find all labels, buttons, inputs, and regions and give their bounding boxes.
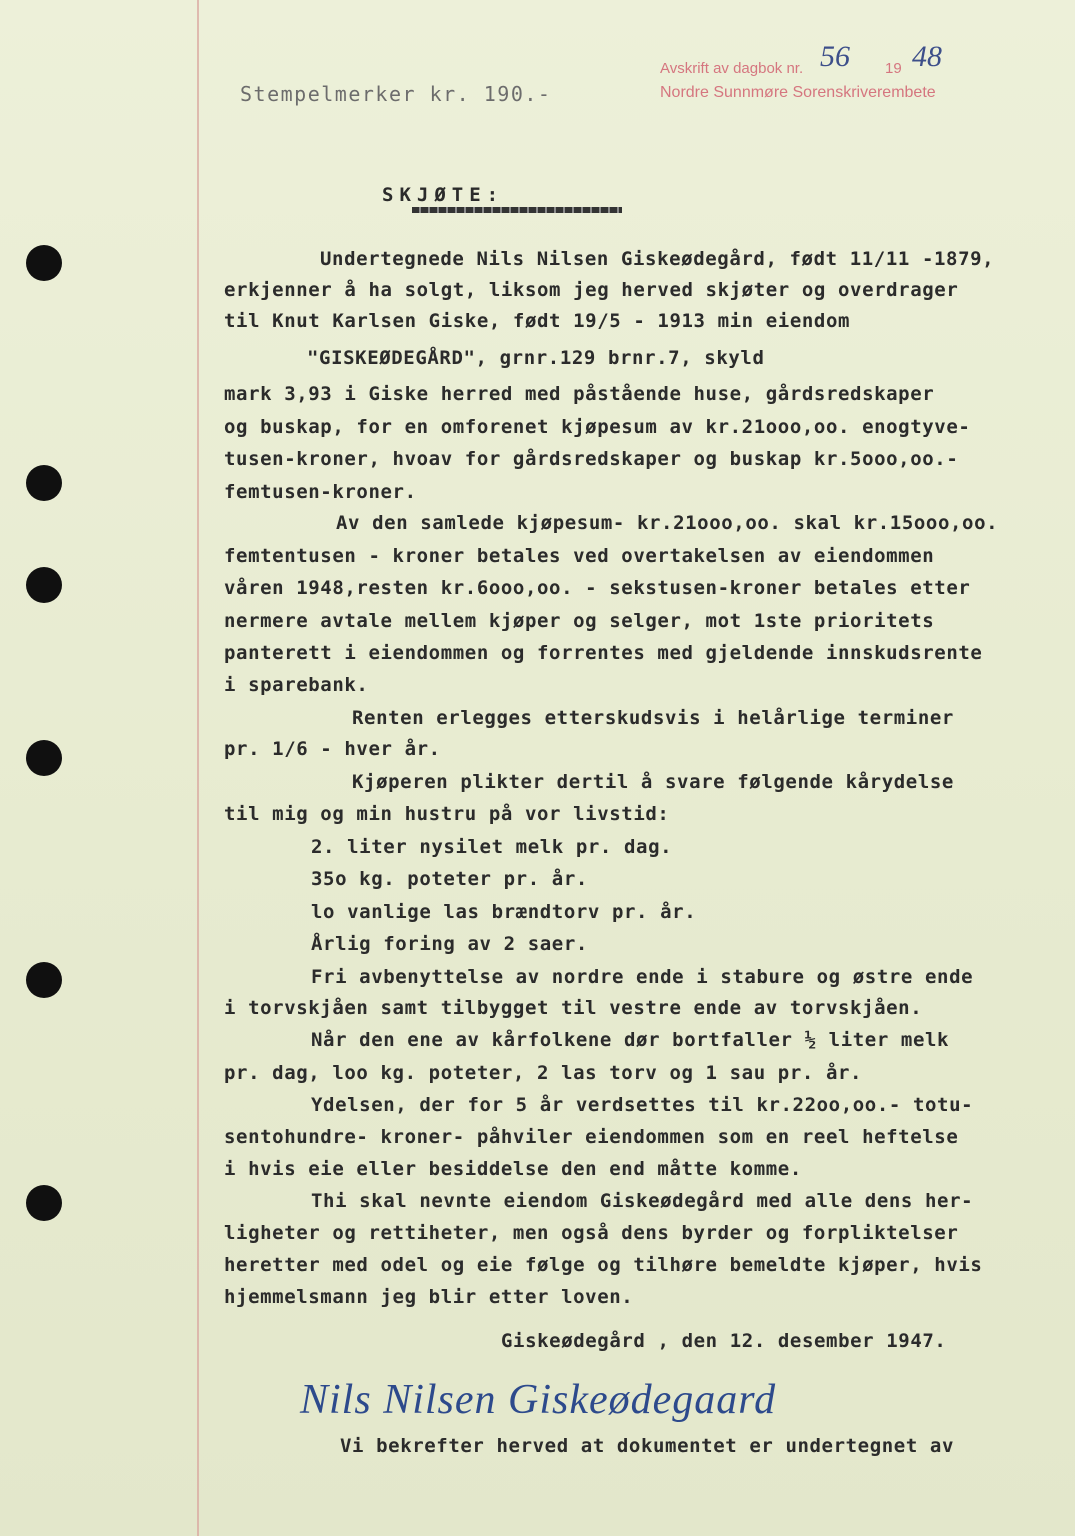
- body-line: i hvis eie eller besiddelse den end måtte komme.: [224, 1158, 802, 1180]
- register-year-prefix: 19: [885, 60, 902, 77]
- body-line: Fri avbenyttelse av nordre ende i stabure og østre ende: [311, 966, 974, 988]
- handwritten-signature: Nils Nilsen Giskeødegaard: [300, 1377, 777, 1423]
- body-line: Når den ene av kårfolkene dør bortfaller ½ liter melk: [311, 1029, 950, 1051]
- body-line: Årlig foring av 2 saer.: [311, 933, 588, 955]
- body-line: Undertegnede Nils Nilsen Giskeødegård, født 11/11 -1879,: [320, 248, 995, 270]
- body-line: i sparebank.: [224, 674, 369, 696]
- punch-hole: [26, 1185, 62, 1221]
- body-line: femtusen-kroner.: [224, 481, 417, 503]
- body-line: mark 3,93 i Giske herred med påstående huse, gårdsredskaper: [224, 383, 935, 405]
- body-line: sentohundre- kroner- påhviler eiendommen som en reel heftelse: [224, 1126, 959, 1148]
- body-line: Av den samlede kjøpesum- kr.21ooo,oo. skal kr.15ooo,oo.: [336, 512, 999, 534]
- punch-hole: [26, 567, 62, 603]
- document-title: SKJØTE:: [382, 184, 505, 206]
- punch-hole: [26, 245, 62, 281]
- body-line: heretter med odel og eie følge og tilhøre bemeldte kjøper, hvis: [224, 1254, 983, 1276]
- punch-hole: [26, 740, 62, 776]
- body-line: Thi skal nevnte eiendom Giskeødegård med alle dens her-: [311, 1190, 974, 1212]
- body-line: og buskap, for en omforenet kjøpesum av kr.21ooo,oo. enogtyve-: [224, 416, 971, 438]
- body-line: nermere avtale mellem kjøper og selger, mot 1ste prioritets: [224, 610, 935, 632]
- body-line: lo vanlige las brændtorv pr. år.: [311, 901, 697, 923]
- body-line: hjemmelsmann jeg blir etter loven.: [224, 1286, 634, 1308]
- punch-hole: [26, 962, 62, 998]
- red-margin-line: [197, 0, 199, 1536]
- stamp-duty-note: Stempelmerker kr. 190.-: [240, 82, 552, 106]
- body-line: ligheter og rettiheter, men også dens byrder og forpliktelser: [224, 1222, 959, 1244]
- register-stamp-label: Avskrift av dagbok nr.: [660, 60, 804, 77]
- body-line: Ydelsen, der for 5 år verdsettes til kr.22oo,oo.- totu-: [311, 1094, 974, 1116]
- register-year-suffix: 48: [912, 40, 942, 73]
- place-date-line: Giskeødegård , den 12. desember 1947.: [501, 1330, 947, 1352]
- body-line: pr. 1/6 - hver år.: [224, 738, 441, 760]
- body-line: panterett i eiendommen og forrentes med gjeldende innskudsrente: [224, 642, 983, 664]
- body-line: tusen-kroner, hvoav for gårdsredskaper og buskap kr.5ooo,oo.-: [224, 448, 959, 470]
- body-line: til Knut Karlsen Giske, født 19/5 - 1913 min eiendom: [224, 310, 851, 332]
- body-line: i torvskjåen samt tilbygget til vestre ende av torvskjåen.: [224, 997, 923, 1019]
- title-underline: [412, 207, 622, 213]
- body-line: "GISKEØDEGÅRD", grnr.129 brnr.7, skyld: [307, 347, 765, 369]
- body-line: til mig og min hustru på vor livstid:: [224, 803, 670, 825]
- body-line: pr. dag, loo kg. poteter, 2 las torv og 1 sau pr. år.: [224, 1062, 863, 1084]
- body-line: femtentusen - kroner betales ved overtakelsen av eiendommen: [224, 545, 935, 567]
- body-line: 35o kg. poteter pr. år.: [311, 868, 588, 890]
- register-number: 56: [820, 40, 850, 73]
- body-line: 2. liter nysilet melk pr. dag.: [311, 836, 673, 858]
- body-line: Renten erlegges etterskudsvis i helårlige terminer: [352, 707, 954, 729]
- body-line: våren 1948,resten kr.6ooo,oo. - sekstusen-kroner betales etter: [224, 577, 971, 599]
- office-stamp: Nordre Sunnmøre Sorenskriverembete: [660, 84, 936, 101]
- body-line: Vi bekrefter herved at dokumentet er undertegnet av: [340, 1435, 954, 1457]
- body-line: erkjenner å ha solgt, liksom jeg herved skjøter og overdrager: [224, 279, 959, 301]
- body-line: Kjøperen plikter dertil å svare følgende kårydelse: [352, 771, 954, 793]
- punch-hole: [26, 465, 62, 501]
